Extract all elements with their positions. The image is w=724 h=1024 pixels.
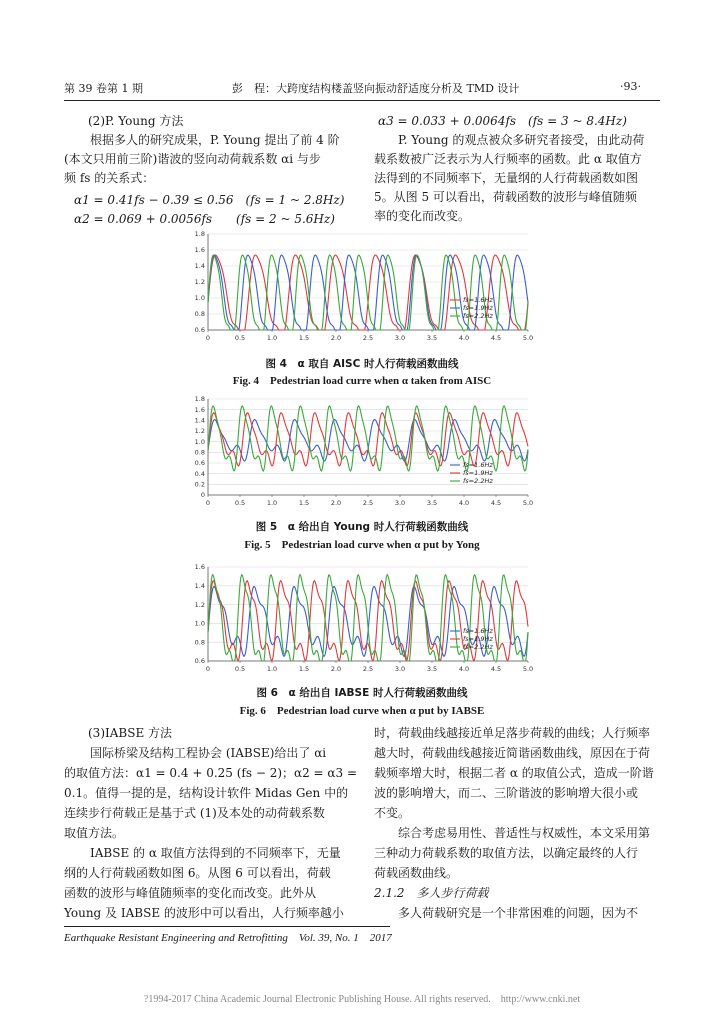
y-tick-label: 1.6 (194, 246, 205, 255)
y-tick-label: 1.2 (194, 278, 205, 287)
paragraph-line: 纲的人行荷载函数如图 6。从图 6 可以看出，荷载 (64, 866, 331, 880)
paragraph-line: 综合考虑易用性、普适性与权威性，本文采用第 (398, 826, 651, 840)
y-tick-label: 0.6 (194, 459, 205, 468)
x-tick-label: 1.5 (298, 499, 310, 507)
x-tick-label: 0.5 (234, 334, 246, 342)
x-tick-label: 2.0 (330, 499, 342, 507)
paragraph-line: 多人荷载研究是一个非常困难的问题，因为不 (398, 906, 639, 920)
copyright-notice: ?1994-2017 China Academic Journal Electronic Publishing House. All rights reserved. http://www.cnki.net (143, 994, 581, 1005)
figure-5-chart (186, 393, 536, 511)
section-heading-iabse: (3)IABSE 方法 (88, 726, 173, 740)
footer-rule (64, 926, 390, 927)
paragraph-line: 载系数被广泛表示为人行频率的函数。此 α 取值方 (374, 152, 642, 166)
x-tick-label: 4.5 (490, 334, 502, 342)
y-tick-label: 1.2 (194, 600, 205, 609)
paragraph-line: 连续步行荷载正是基于式 (1)及本处的动荷载系数 (64, 806, 325, 820)
figure-4-caption-en: Fig. 4 Pedestrian load curre when α taken from AISC (232, 375, 492, 387)
journal-footer: Earthquake Resistant Engineering and Retrofitting Vol. 39, No. 1 2017 (64, 932, 392, 944)
paragraph-line: 法得到的不同频率下，无量纲的人行荷载函数如图 (374, 171, 639, 185)
y-tick-label: 0.4 (194, 469, 205, 478)
paragraph-line: 时，荷载曲线越接近单足落步荷载的曲线；人行频率 (374, 726, 651, 740)
x-tick-label: 3.0 (394, 334, 406, 342)
paragraph-line: 国际桥梁及结构工程协会 (IABSE)给出了 αi (90, 746, 327, 760)
legend-label: fs=2.2Hz (463, 477, 493, 486)
y-tick-label: 0.8 (194, 310, 205, 319)
x-tick-label: 1.0 (266, 334, 278, 342)
x-tick-label: 5.0 (522, 665, 534, 673)
y-tick-label: 0 (200, 491, 205, 500)
x-tick-label: 2.5 (362, 499, 374, 507)
y-tick-label: 0.6 (194, 326, 205, 335)
y-tick-label: 0.6 (194, 657, 205, 666)
y-tick-label: 1.6 (194, 563, 205, 572)
x-tick-label: 4.0 (458, 499, 470, 507)
x-tick-label: 4.0 (458, 665, 470, 673)
x-tick-label: 1.5 (298, 334, 310, 342)
figure-5-caption-en: Fig. 5 Pedestrian load curve when α put by Yong (244, 539, 480, 551)
subsection-heading: 2.1.2 多人步行荷载 (374, 886, 489, 900)
y-tick-label: 1.4 (194, 416, 205, 425)
y-tick-label: 1.0 (194, 294, 205, 303)
paragraph-line: 0.1。值得一提的是，结构设计软件 Midas Gen 中的 (64, 786, 349, 800)
equation-alpha2: α2 = 0.069 + 0.0056fs (fs = 2 ~ 5.6Hz) (74, 212, 335, 226)
paragraph-line: 不变。 (374, 806, 411, 820)
x-tick-label: 0 (205, 334, 211, 342)
paragraph-line: 率的变化而改变。 (374, 209, 471, 223)
x-tick-label: 0.5 (234, 499, 246, 507)
y-tick-label: 0.2 (194, 480, 205, 489)
paragraph-line: Young 及 IABSE 的波形中可以看出，人行频率越小 (64, 906, 344, 920)
y-tick-label: 0.8 (194, 448, 205, 457)
x-tick-label: 1.0 (266, 499, 278, 507)
figure-6 (186, 561, 536, 677)
paragraph-line: 频 fs 的关系式： (64, 171, 155, 185)
page-number: ·93· (620, 80, 641, 93)
figure-6-chart (186, 561, 536, 677)
x-tick-label: 0.5 (234, 665, 246, 673)
figure-6-caption-cn: 图 6 α 给出自 IABSE 时人行荷载函数曲线 (256, 687, 468, 699)
legend-label: fs=1.6Hz (463, 296, 493, 305)
figure-4-chart (186, 228, 536, 346)
legend-label: fs=1.9Hz (463, 469, 493, 478)
x-tick-label: 4.0 (458, 334, 470, 342)
paragraph-line: IABSE 的 α 取值方法得到的不同频率下，无量 (90, 846, 341, 860)
paragraph-line: 的取值方法：α1 = 0.4 + 0.25 (fs − 2)；α2 = α3 = (64, 766, 358, 780)
x-tick-label: 1.0 (266, 665, 278, 673)
figure-4-caption-cn: 图 4 α 取自 AISC 时人行荷载函数曲线 (265, 358, 459, 370)
legend-label: fs=1.6Hz (463, 627, 493, 636)
y-tick-label: 1.0 (194, 619, 205, 628)
x-tick-label: 1.5 (298, 665, 310, 673)
x-tick-label: 0 (205, 499, 211, 507)
figure-5-caption-cn: 图 5 α 给出自 Young 时人行荷载函数曲线 (255, 521, 469, 533)
equation-alpha3: α3 = 0.033 + 0.0064fs (fs = 3 ~ 8.4Hz) (378, 114, 627, 128)
figure-4 (186, 228, 536, 346)
y-tick-label: 1.2 (194, 427, 205, 436)
paragraph-line: 函数的波形与峰值随频率的变化而改变。此外从 (64, 886, 317, 900)
y-tick-label: 0.8 (194, 638, 205, 647)
y-tick-label: 1.0 (194, 437, 205, 446)
x-tick-label: 5.0 (522, 499, 534, 507)
paragraph-line: 三种动力荷载系数的取值方法，以确定最终的人行 (374, 846, 639, 860)
paragraph-line: P. Young 的观点被众多研究者接受，由此动荷 (398, 133, 645, 147)
y-tick-label: 1.4 (194, 582, 205, 590)
paragraph-line: 波的影响增大，而二、三阶谐波的影响增大很小或 (374, 786, 639, 800)
header-rule (64, 100, 660, 101)
paragraph-line: 载频率增大时，根据二者 α 的取值公式，造成一阶谐 (374, 766, 654, 780)
x-tick-label: 4.5 (490, 499, 502, 507)
paragraph-line: (本文只用前三阶)谐波的竖向动荷载系数 αi 与步 (64, 152, 321, 166)
x-tick-label: 3.5 (426, 665, 438, 673)
legend-label: fs=2.2Hz (463, 312, 493, 321)
y-tick-label: 1.6 (194, 405, 205, 414)
legend-label: fs=2.2Hz (463, 643, 493, 652)
x-tick-label: 2.5 (362, 334, 374, 342)
x-tick-label: 3.0 (394, 499, 406, 507)
x-tick-label: 3.0 (394, 665, 406, 673)
paragraph-line: 荷载函数曲线。 (374, 866, 459, 880)
y-tick-label: 1.8 (194, 230, 205, 239)
section-heading-young: (2)P. Young 方法 (88, 114, 184, 128)
paragraph-line: 越大时，荷载曲线越接近简谐函数曲线，原因在于荷 (374, 746, 651, 760)
x-tick-label: 5.0 (522, 334, 534, 342)
paragraph-line: 取值方法。 (64, 826, 125, 840)
legend-label: fs=1.9Hz (463, 304, 493, 313)
equation-alpha1: α1 = 0.41fs − 0.39 ≤ 0.56 (fs = 1 ~ 2.8Hz) (74, 193, 345, 207)
x-tick-label: 4.5 (490, 665, 502, 673)
y-tick-label: 1.4 (194, 262, 205, 271)
x-tick-label: 3.5 (426, 499, 438, 507)
legend-label: fs=1.6Hz (463, 461, 493, 470)
x-tick-label: 0 (205, 665, 211, 673)
paragraph-line: 根据多人的研究成果，P. Young 提出了前 4 阶 (90, 133, 340, 147)
y-tick-label: 1.8 (194, 395, 205, 404)
x-tick-label: 2.0 (330, 665, 342, 673)
legend-label: fs=1.9Hz (463, 635, 493, 644)
figure-6-caption-en: Fig. 6 Pedestrian load curve when α put by IABSE (239, 705, 485, 717)
running-header-issue: 第 39 卷第 1 期 (64, 82, 143, 95)
paragraph-line: 5。从图 5 可以看出，荷载函数的波形与峰值随频 (374, 190, 637, 204)
figure-5 (186, 393, 536, 511)
x-tick-label: 2.5 (362, 665, 374, 673)
x-tick-label: 2.0 (330, 334, 342, 342)
running-header-title: 彭 程：大跨度结构楼盖竖向振动舒适度分析及 TMD 设计 (232, 82, 520, 95)
x-tick-label: 3.5 (426, 334, 438, 342)
